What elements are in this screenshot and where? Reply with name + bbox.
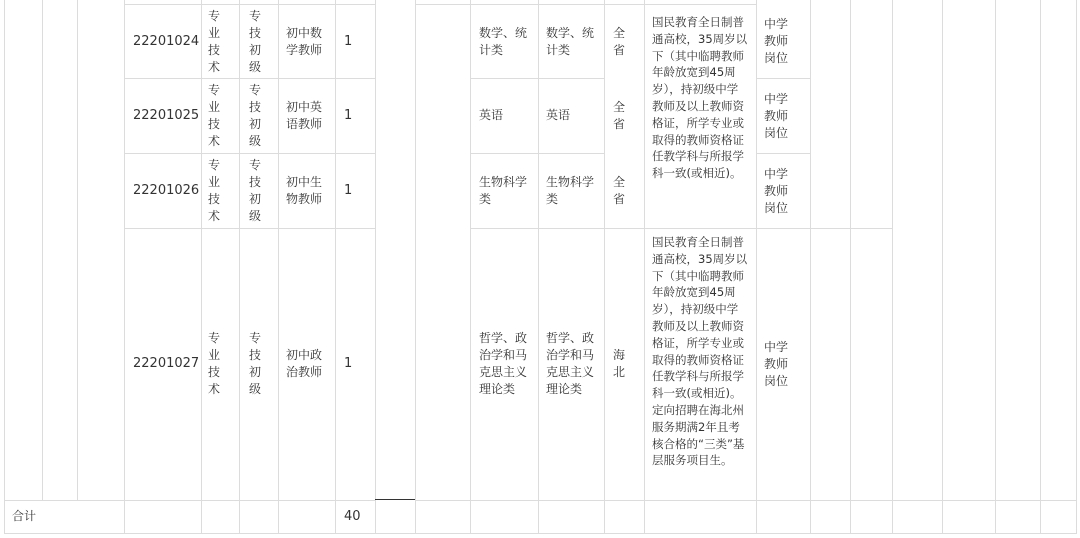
column-border [201,0,202,533]
row-border [124,228,376,229]
column-border [942,0,943,533]
position-name: 初中生物教师 [286,175,323,206]
column-border [415,0,416,533]
job-category: 专业技术 [207,9,220,74]
job-level: 专技初级 [248,158,261,223]
requirements-text: 国民教育全日制普通高校，35周岁以下（其中临聘教师年龄放宽到45周岁），持初级中学教师及以上教师资格证，所学专业或取得的教师资格证任教学科与所报学科一致(或相近)。 [652,15,748,181]
row-border [415,4,757,5]
column-border [278,0,279,533]
row-border [124,153,376,154]
recruit-scope: 全省 [612,175,625,206]
row-border [470,78,605,79]
job-code: 22201024 [133,34,200,49]
headcount: 1 [344,356,353,371]
row-border [124,78,376,79]
column-border [892,0,893,533]
post-type: 中学教师岗位 [764,17,789,65]
column-border [644,0,645,533]
column-border [756,0,757,533]
column-border [375,0,376,533]
major-undergrad: 哲学、政治学和马克思主义理论类 [479,331,528,396]
post-type: 中学教师岗位 [764,92,789,140]
job-code: 22201025 [133,108,200,123]
column-border [470,0,471,533]
major-graduate: 哲学、政治学和马克思主义理论类 [546,331,595,396]
recruit-scope: 全省 [612,100,625,131]
column-border [42,0,43,500]
row-border [415,500,1077,501]
major-graduate: 生物科学类 [546,175,595,206]
job-code: 22201027 [133,356,200,371]
total-count: 40 [344,509,361,524]
job-level: 专技初级 [248,83,261,148]
job-code: 22201026 [133,183,200,198]
major-undergrad: 数学、统计类 [479,26,528,57]
job-level: 专技初级 [248,9,261,74]
column-border [124,0,125,533]
post-type: 中学教师岗位 [764,167,789,215]
headcount: 1 [344,34,353,49]
major-graduate: 英语 [546,108,571,122]
headcount: 1 [344,108,353,123]
column-border [810,0,811,533]
row-border [470,228,892,229]
row-border [4,500,375,501]
job-level: 专技初级 [248,331,261,396]
column-border [995,0,996,533]
total-label: 合计 [12,509,37,523]
position-name: 初中政治教师 [286,348,323,379]
column-border [538,0,539,533]
column-border [604,0,605,533]
position-name: 初中英语教师 [286,100,323,131]
row-border [375,499,415,500]
position-name: 初中数学教师 [286,26,323,57]
column-border [1040,0,1041,533]
recruit-scope: 海北 [612,348,625,379]
headcount: 1 [344,183,353,198]
column-border [850,0,851,533]
job-category: 专业技术 [207,331,220,396]
row-border [756,78,811,79]
major-undergrad: 英语 [479,108,504,122]
post-type: 中学教师岗位 [764,340,789,388]
requirements-text: 国民教育全日制普通高校，35周岁以下（其中临聘教师年龄放宽到45周岁），持初级中学教师及以上教师资格证，所学专业或取得的教师资格证任教学科与所报学科一致(或相近)。定向招聘在海北州服务期满2年且考核合格的“三类”基层服务项目生。 [652,235,748,468]
row-border [124,4,376,5]
major-undergrad: 生物科学类 [479,175,528,206]
column-border [4,0,5,533]
row-border [756,153,811,154]
job-category: 专业技术 [207,83,220,148]
column-border [239,0,240,533]
job-category: 专业技术 [207,158,220,223]
major-graduate: 数学、统计类 [546,26,595,57]
row-border [4,533,1077,534]
column-border [335,0,336,533]
column-border [77,0,78,500]
row-border [470,153,605,154]
recruit-scope: 全省 [612,26,625,57]
column-border [1076,0,1077,533]
